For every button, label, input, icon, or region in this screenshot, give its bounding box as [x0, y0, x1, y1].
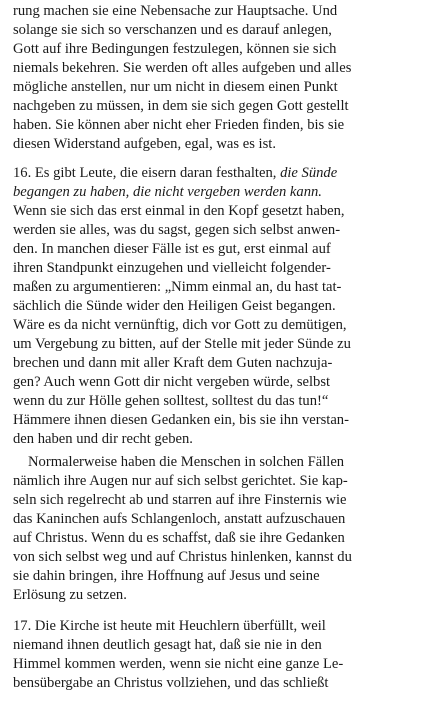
text-line: um Vergebung zu bitten, auf der Stelle mit jeder Sünde zu	[13, 336, 351, 352]
italic-span: die Sünde	[280, 165, 338, 181]
text-line: Wäre es da nicht vernünftig, dich vor Gott zu demütigen,	[13, 317, 347, 333]
text-line: seln sich regelrecht ab und starren auf ihre Finsternis wie	[13, 492, 347, 508]
text-line: diesen Widerstand aufgeben, egal, was es ist.	[13, 136, 276, 152]
text-line: Normalerweise haben die Menschen in solchen Fällen	[28, 454, 345, 470]
text-line: das Kaninchen aufs Schlangenloch, anstatt aufzuschauen	[13, 511, 346, 527]
text-line: gen? Auch wenn Gott dir nicht vergeben würde, selbst	[13, 374, 331, 390]
text-line: maßen zu argumentieren: „Nimm einmal an, du hast tat-	[13, 279, 342, 295]
text-line: Gott auf ihre Bedingungen festzulegen, können sie sich	[13, 41, 337, 57]
text-line: Wenn sie sich das erst einmal in den Kopf gesetzt haben,	[13, 203, 345, 219]
text-line: wenn du zur Hölle gehen solltest, solltest du das tun!“	[13, 393, 329, 409]
paragraph-16-first-line	[13, 164, 413, 183]
text-line: rung machen sie eine Nebensache zur Hauptsache. Und	[13, 3, 338, 19]
text-line: mögliche anstellen, nur um nicht in diesem einen Punkt	[13, 79, 338, 95]
text-line: auf Christus. Wenn du es schaffst, daß sie ihre Gedanken	[13, 530, 345, 546]
text-line: Himmel kommen werden, wenn sie nicht eine ganze Le-	[13, 656, 344, 672]
text-line: werden sie alles, was du sagst, gegen sich selbst anwen-	[13, 222, 341, 238]
text-line: Erlösung zu setzen.	[13, 587, 127, 603]
text-line: niemand ihnen deutlich gesagt hat, daß sie nie in den	[13, 637, 322, 653]
text-line: nämlich ihre Augen nur auf sich selbst gerichtet. Sie kap-	[13, 473, 348, 489]
text-line: niemals bekehren. Sie werden oft alles aufgeben und alles	[13, 60, 352, 76]
text-line: nachgeben zu müssen, in dem sie sich gegen Gott gestellt	[13, 98, 349, 114]
text-line: haben. Sie können aber nicht eher Frieden finden, bis sie	[13, 117, 345, 133]
paragraph-17-first-line: 17. Die Kirche ist heute mit Heuchlern überfüllt, weil	[13, 618, 326, 634]
text-line: sächlich die Sünde wider den Heiligen Geist begangen.	[13, 298, 336, 314]
text-line: den haben und dir recht geben.	[13, 431, 193, 447]
text-line: solange sie sich so verschanzen und es darauf anlegen,	[13, 22, 332, 38]
text-line: den. In manchen dieser Fälle ist es gut, erst einmal auf	[13, 241, 331, 257]
text-line: bensübergabe an Christus vollziehen, und das schließt	[13, 675, 329, 691]
text-line: Hämmere ihnen diesen Gedanken ein, bis sie ihn verstan-	[13, 412, 349, 428]
italic-line: begangen zu haben, die nicht vergeben werden kann.	[13, 184, 322, 200]
text-line: von sich selbst weg und auf Christus hinlenken, kannst du	[13, 549, 352, 565]
text-line: sie dahin bringen, ihre Hoffnung auf Jesus und seine	[13, 568, 320, 584]
text-line: brechen und dann mit aller Kraft dem Guten nachzuja-	[13, 355, 333, 371]
text-span: 16. Es gibt Leute, die eisern daran festhalten,	[13, 165, 281, 181]
text-line: ihren Standpunkt einzugehen und vielleicht folgender-	[13, 260, 331, 276]
